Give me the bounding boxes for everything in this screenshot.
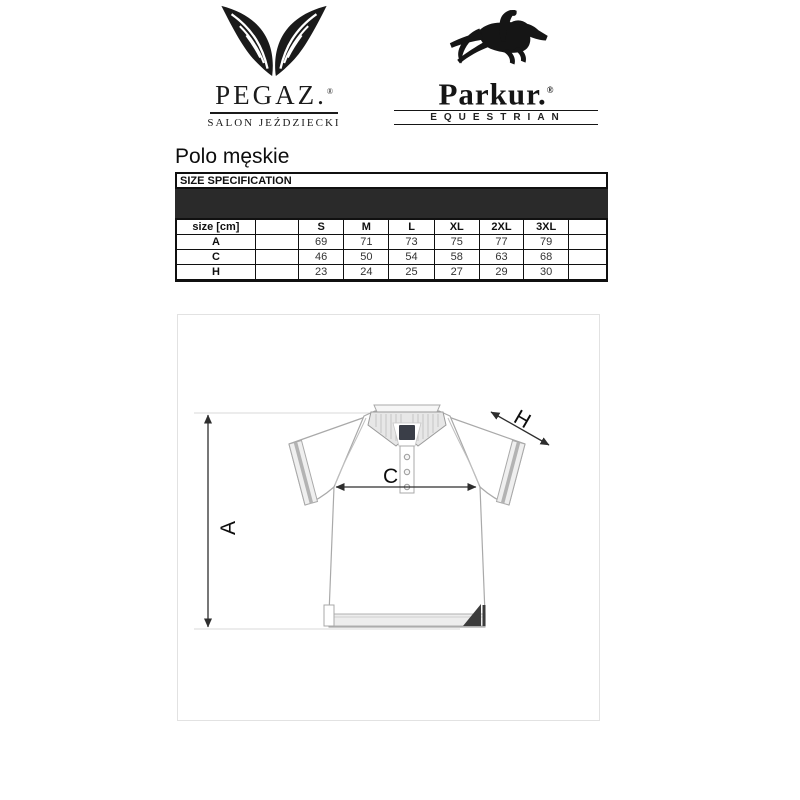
size-value-cell: 24 [344,265,389,281]
parkur-logo [394,10,598,125]
empty-cell [255,265,298,281]
size-value-cell: 29 [479,265,523,281]
size-value-cell: 68 [524,250,569,265]
size-value-cell: 46 [299,250,344,265]
table-row [176,250,607,265]
col-header: XL [434,219,479,235]
pegaz-brand-name [204,78,344,109]
empty-cell [569,235,607,250]
size-value-cell: 58 [434,250,479,265]
length-label: A [217,520,240,536]
parkur-brand-name [394,76,598,112]
size-value-cell: 54 [389,250,434,265]
size-value-cell: 30 [524,265,569,281]
empty-cell [255,219,298,235]
pegaz-divider [210,112,338,114]
size-value-cell: 69 [299,235,344,250]
size-value-cell: 23 [299,265,344,281]
polo-shirt-diagram [178,315,599,720]
size-value-cell: 63 [479,250,523,265]
size-header-row [176,219,607,235]
empty-cell [255,235,298,250]
size-value-cell: 75 [434,235,479,250]
registered-mark: ® [546,85,554,95]
table-row [176,265,607,281]
size-row-label: A [176,235,255,250]
side-slit [324,605,334,626]
pegasus-wings-icon [217,4,331,76]
size-spec-caption: SIZE SPECIFICATION [175,172,608,189]
empty-cell [569,250,607,265]
col-header: M [344,219,389,235]
parkur-wordmark: Parkur. [438,76,547,112]
col-header: 2XL [479,219,523,235]
size-value-cell: 73 [389,235,434,250]
jumping-horse-icon [440,10,552,82]
table-row [176,235,607,250]
size-value-cell: 77 [479,235,523,250]
size-value-cell: 25 [389,265,434,281]
chest-label: C [383,465,399,488]
empty-cell [255,250,298,265]
dark-band [175,189,608,218]
size-row-label: C [176,250,255,265]
col-header: 3XL [524,219,569,235]
registered-mark: ® [326,87,333,96]
parkur-tagline: EQUESTRIAN [394,110,598,125]
pegaz-wordmark: PEGAZ. [215,80,327,110]
size-value-cell: 27 [434,265,479,281]
col-header: L [389,219,434,235]
measurement-diagram-box [177,314,600,721]
size-row-label: H [176,265,255,281]
empty-cell [569,219,607,235]
col-header: size [cm] [176,219,255,235]
pegaz-tagline: SALON JEŹDZIECKI [207,117,341,129]
size-specification-section [175,172,608,282]
neck-label [399,425,415,440]
size-table [175,218,608,282]
col-header: S [299,219,344,235]
sleeve-label: H [509,405,535,434]
size-value-cell: 79 [524,235,569,250]
size-value-cell: 50 [344,250,389,265]
pegaz-logo [204,4,344,129]
size-value-cell: 71 [344,235,389,250]
empty-cell [569,265,607,281]
page-title: Polo męskie [175,145,290,168]
